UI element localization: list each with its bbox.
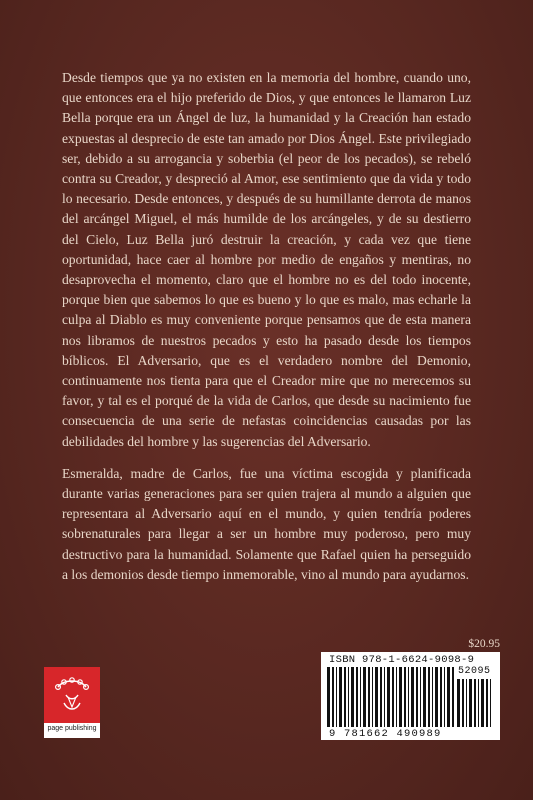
publisher-logo: [44, 667, 100, 738]
price-label: $20.95: [468, 638, 500, 650]
addon-barcode-bars: [457, 679, 495, 727]
page-publishing-logo-icon: [44, 667, 100, 723]
blurb-paragraph-2: Esmeralda, madre de Carlos, fue una víctima escogida y planificada durante varias generaciones para ser quien trajera al mundo a alguien que representara al Adversario aquí en el mundo, y quien tendría poderes sobrenaturales para llegar a ser un hombre muy poderoso, pero muy destructivo para la humanidad. Solamente que Rafael quien ha perseguido a los demonios desde tiempo inmemorable, vino al mundo para ayudarnos.: [62, 465, 471, 582]
publisher-name: page publishing: [47, 725, 97, 732]
isbn-text: ISBN 978-1-6624-9098-9: [329, 654, 475, 666]
ean-number: 9 781662 490989: [329, 728, 442, 740]
back-cover-blurb: [62, 68, 471, 597]
ean-barcode-bars: [327, 667, 455, 727]
blurb-paragraph-1: Desde tiempos que ya no existen en la memoria del hombre, cuando uno, que entonces era el hijo preferido de Dios, y que entonces le llamaron Luz Bella porque era un Ángel de luz, la humanidad y la Creación han estado expuestas al desprecio de este tan amado por Dios Ángel. Este privilegiado ser, debido a su arrogancia y soberbia (el peor de los pecados), se rebeló contra su Creador, y despreció al Amor, ese sentimiento que da vida y todo lo necesario. Desde entonces, y después de su humillante derrota de manos del arcángel Miguel, el más humilde de los arcángeles, y de su destierro del Cielo, Luz Bella juró destruir la creación, y cada vez que tiene oportunidad, hace caer al hombre por medio de engaños y mentiras, no desaprovecha el momento, claro que el hombre no es del todo inocente, porque bien que sabemos lo que es bueno y lo que es malo, mas echarle la culpa al Diablo es muy conveniente porque pensamos que de esta manera nos libramos de nuestros pecados y esto ha pasado desde los tiempos bíblicos. El Adversario, que es el verdadero nombre del Demonio, continuamente nos tienta para que el Creador mire que no merecemos su favor, y tal es el porqué de la vida de Carlos, que desde su nacimiento fue consecuencia de una serie de nefastas coincidencias causadas por las debilidades del hombre y las sugerencias del Adversario.: [62, 70, 471, 449]
barcode-addon-number: 52095: [458, 666, 491, 677]
isbn-barcode: [321, 652, 500, 740]
